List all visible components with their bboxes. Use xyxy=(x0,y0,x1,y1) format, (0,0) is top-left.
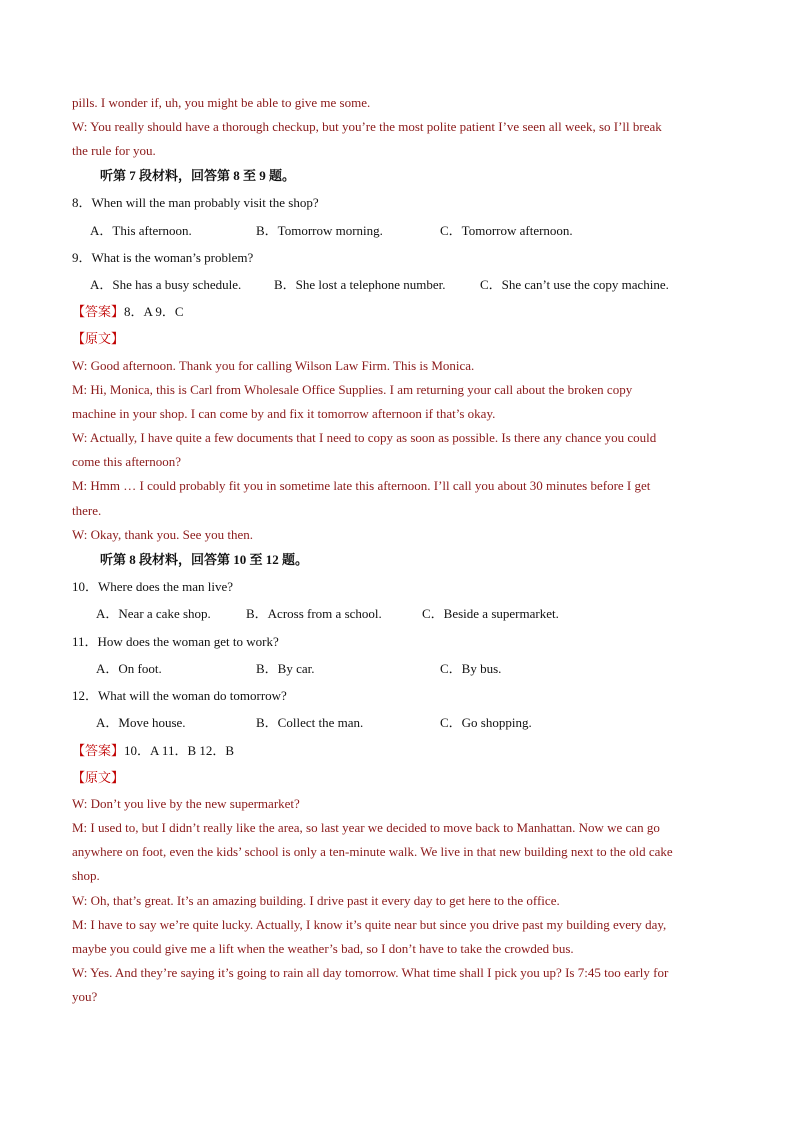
transcript-line: W: Okay, thank you. See you then. xyxy=(72,527,253,542)
answer-text: 8．A 9．C xyxy=(124,304,184,319)
option-c: C．Tomorrow afternoon. xyxy=(440,223,573,238)
transcript-line: M: I have to say we’re quite lucky. Actually, I know it’s quite near but since you drive past my building every day, xyxy=(72,917,667,932)
original-tag: 【原文】 xyxy=(72,331,125,346)
option-c: C．By bus. xyxy=(440,661,502,676)
answer-text: 10．A 11．B 12．B xyxy=(124,743,235,758)
transcript-line: there. xyxy=(72,503,102,518)
transcript-line: M: Hmm … I could probably fit you in sometime late this afternoon. I’ll call you about 30 minutes before I get xyxy=(72,478,651,493)
transcript-line: maybe you could give me a lift when the weather’s bad, so I don’t have to take the crowded bus. xyxy=(72,941,574,956)
option-c: C．Beside a supermarket. xyxy=(422,606,559,621)
transcript-line: shop. xyxy=(72,868,100,883)
option-a: A．Near a cake shop. xyxy=(96,606,211,621)
transcript-line: M: I used to, but I didn’t really like the area, so last year we decided to move back to Manhattan. Now we can go xyxy=(72,820,660,835)
section-heading: 听第 7 段材料，回答第 8 至 9 题。 xyxy=(100,168,296,183)
transcript-line: W: Actually, I have quite a few documents that I need to copy as soon as possible. Is there any chance you could xyxy=(72,430,657,445)
option-a: A．She has a busy schedule. xyxy=(90,277,242,292)
transcript-line: M: Hi, Monica, this is Carl from Wholesale Office Supplies. I am returning your call about the broken copy xyxy=(72,382,633,397)
transcript-line: pills. I wonder if, uh, you might be able to give me some. xyxy=(72,95,371,110)
transcript-line: W: Oh, that’s great. It’s an amazing building. I drive past it every day to get here to the office. xyxy=(72,893,560,908)
transcript-line: W: Good afternoon. Thank you for calling Wilson Law Firm. This is Monica. xyxy=(72,358,475,373)
transcript-line: W: You really should have a thorough checkup, but you’re the most polite patient I’ve seen all week, so I’ll break xyxy=(72,119,662,134)
question-8: 8．When will the man probably visit the shop? xyxy=(72,195,319,210)
option-a: A．Move house. xyxy=(96,715,186,730)
transcript-line: W: Don’t you live by the new supermarket? xyxy=(72,796,300,811)
transcript-line: the rule for you. xyxy=(72,143,156,158)
option-c: C．Go shopping. xyxy=(440,715,532,730)
option-b: B．By car. xyxy=(256,661,315,676)
transcript-line: come this afternoon? xyxy=(72,454,182,469)
option-c: C．She can’t use the copy machine. xyxy=(480,277,669,292)
answer-tag: 【答案】 xyxy=(72,743,125,758)
question-9: 9．What is the woman’s problem? xyxy=(72,250,254,265)
question-10: 10．Where does the man live? xyxy=(72,579,233,594)
option-b: B．Collect the man. xyxy=(256,715,364,730)
option-a: A．On foot. xyxy=(96,661,162,676)
answer-tag: 【答案】 xyxy=(72,304,125,319)
option-b: B．She lost a telephone number. xyxy=(274,277,446,292)
transcript-line: W: Yes. And they’re saying it’s going to rain all day tomorrow. What time shall I pick you up? Is 7:45 too early for xyxy=(72,965,669,980)
question-11: 11．How does the woman get to work? xyxy=(72,634,279,649)
answer-line xyxy=(72,303,732,321)
transcript-line: you? xyxy=(72,989,98,1004)
transcript-line: anywhere on foot, even the kids’ school is only a ten-minute walk. We live in that new building next to the old cake xyxy=(72,844,673,859)
option-a: A．This afternoon. xyxy=(90,223,192,238)
option-b: B．Tomorrow morning. xyxy=(256,223,383,238)
option-b: B．Across from a school. xyxy=(246,606,382,621)
section-heading: 听第 8 段材料，回答第 10 至 12 题。 xyxy=(100,552,309,567)
answer-line xyxy=(72,742,732,760)
original-tag: 【原文】 xyxy=(72,770,125,785)
transcript-line: machine in your shop. I can come by and fix it tomorrow afternoon if that’s okay. xyxy=(72,406,496,421)
question-12: 12．What will the woman do tomorrow? xyxy=(72,688,287,703)
